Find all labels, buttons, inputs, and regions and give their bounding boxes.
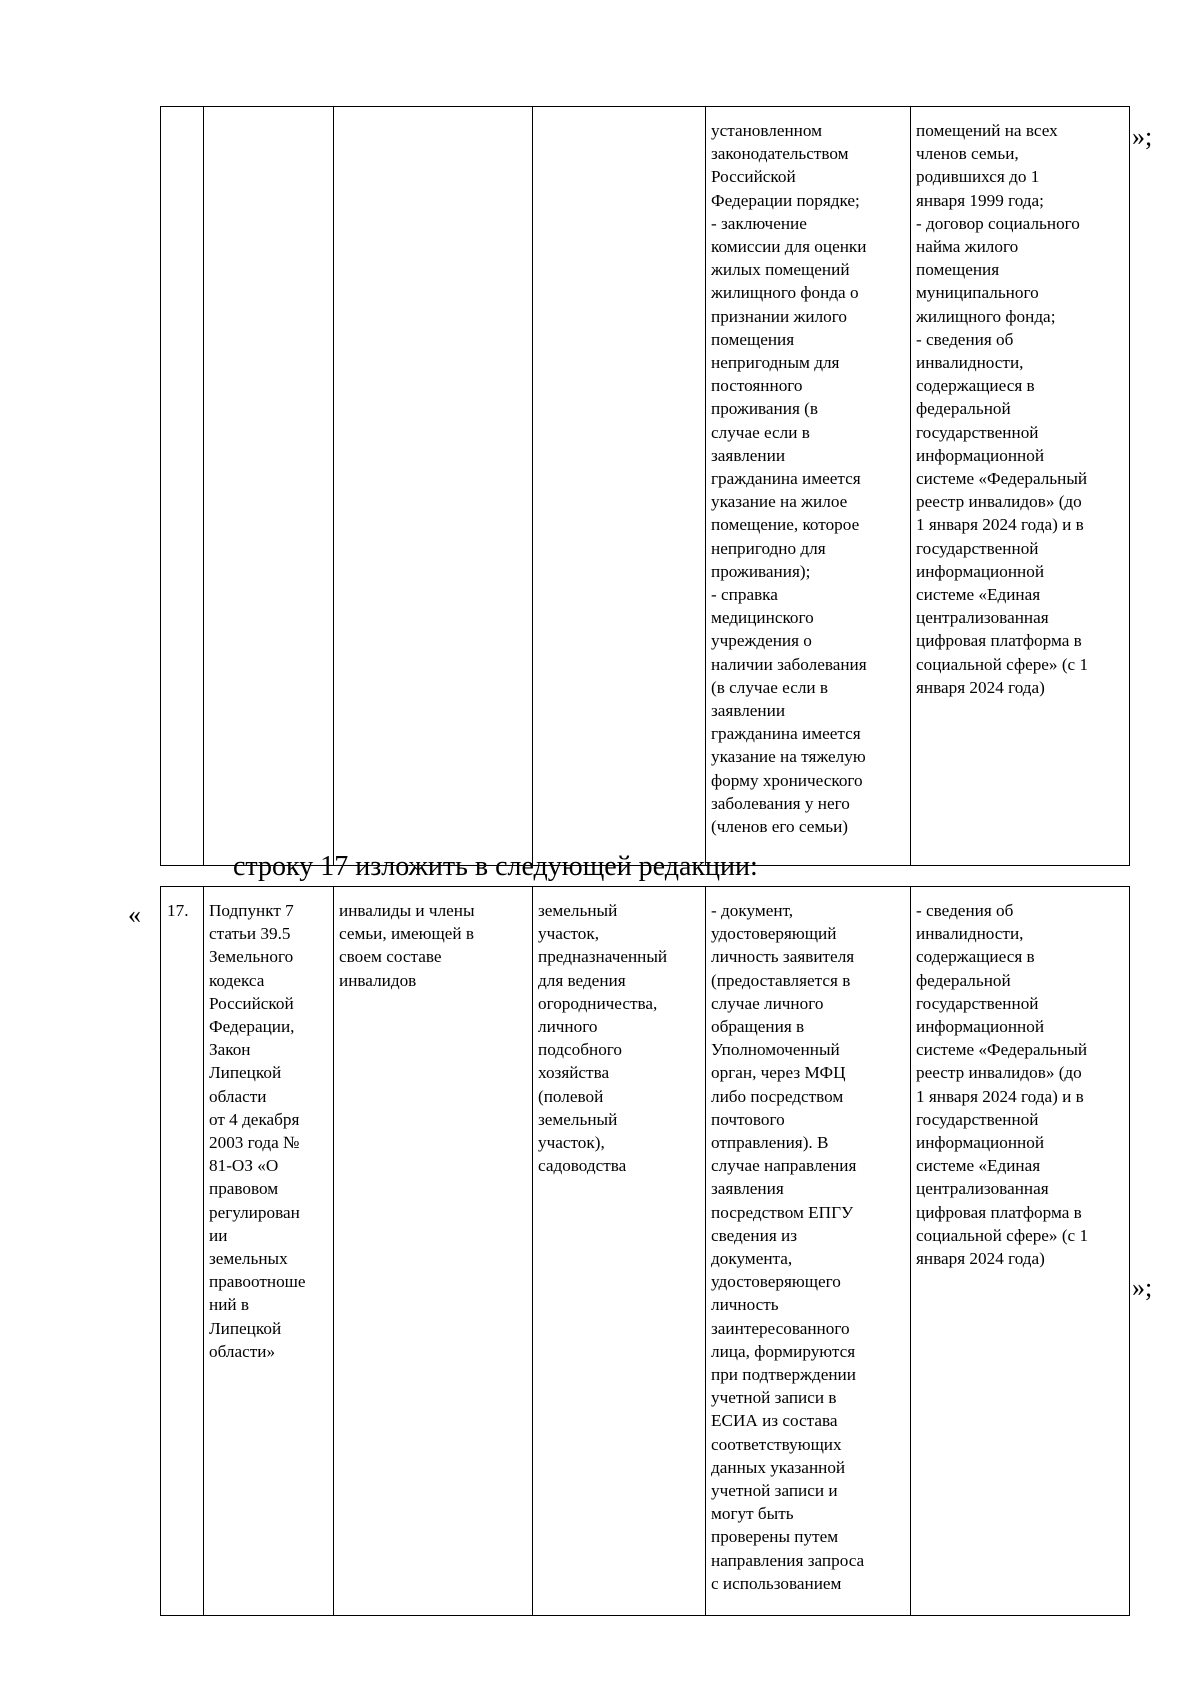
cell-land-plot: земельный участок, предназначенный для ведения огородничества, личного подсобного хозяйства (полевой земельный участок), садоводства	[533, 887, 706, 1616]
cell-category: инвалиды и члены семьи, имеющей в своем составе инвалидов	[334, 887, 533, 1616]
cell-documents-applicant: - документ, удостоверяющий личность заявителя (предоставляется в случае личного обращения в Уполномоченный орган, через МФЦ либо посредством почтового отправления). В случае направления заявления посредством ЕПГУ сведения из документа, удостоверяющего личность заинтересованного лица, формируются при подтверждении учетной записи в ЕСИА из состава соответствующих данных указанной учетной записи и могут быть проверены путем направления запроса с использованием	[706, 887, 911, 1616]
cell-number: 17.	[161, 887, 204, 1616]
opening-quote-mark: «	[128, 900, 141, 929]
cell-documents-applicant: установленном законодательством Российской Федерации порядке; - заключение комиссии для оценки жилых помещений жилищного фонда о признании жилого помещения непригодным для постоянного проживания (в случае если в заявлении гражданина имеется указание на жилое помещение, которое непригодно для проживания); - справка медицинского учреждения о наличии заболевания (в случае если в заявлении гражданина имеется указание на тяжелую форму хронического заболевания у него (членов его семьи)	[706, 107, 911, 866]
cell-number	[161, 107, 204, 866]
cell-documents-requested: - сведения об инвалидности, содержащиеся в федеральной государственной информационной системе «Федеральный реестр инвалидов» (до 1 января 2024 года) и в государственной информационной системе «Единая централизованная цифровая платформа в социальной сфере» (с 1 января 2024 года)	[911, 887, 1130, 1616]
table-row	[161, 107, 1130, 866]
table-row	[161, 887, 1130, 1616]
cell-legal-basis	[204, 107, 334, 866]
closing-quote-mark: »;	[1132, 1273, 1153, 1302]
table-continuation	[160, 106, 1130, 866]
table-row-17	[160, 886, 1130, 1616]
amendment-instruction: строку 17 изложить в следующей редакции:	[233, 851, 758, 882]
cell-legal-basis: Подпункт 7 статьи 39.5 Земельного кодекса Российской Федерации, Закон Липецкой области от 4 декабря 2003 года № 81-ОЗ «О правовом регулирован ии земельных правоотноше ний в Липецкой области»	[204, 887, 334, 1616]
cell-land-plot	[533, 107, 706, 866]
closing-quote-mark: »;	[1132, 122, 1153, 151]
cell-documents-requested: помещений на всех членов семьи, родившихся до 1 января 1999 года; - договор социального найма жилого помещения муниципального жилищного фонда; - сведения об инвалидности, содержащиеся в федеральной государственной информационной системе «Федеральный реестр инвалидов» (до 1 января 2024 года) и в государственной информационной системе «Единая централизованная цифровая платформа в социальной сфере» (с 1 января 2024 года)	[911, 107, 1130, 866]
cell-category	[334, 107, 533, 866]
